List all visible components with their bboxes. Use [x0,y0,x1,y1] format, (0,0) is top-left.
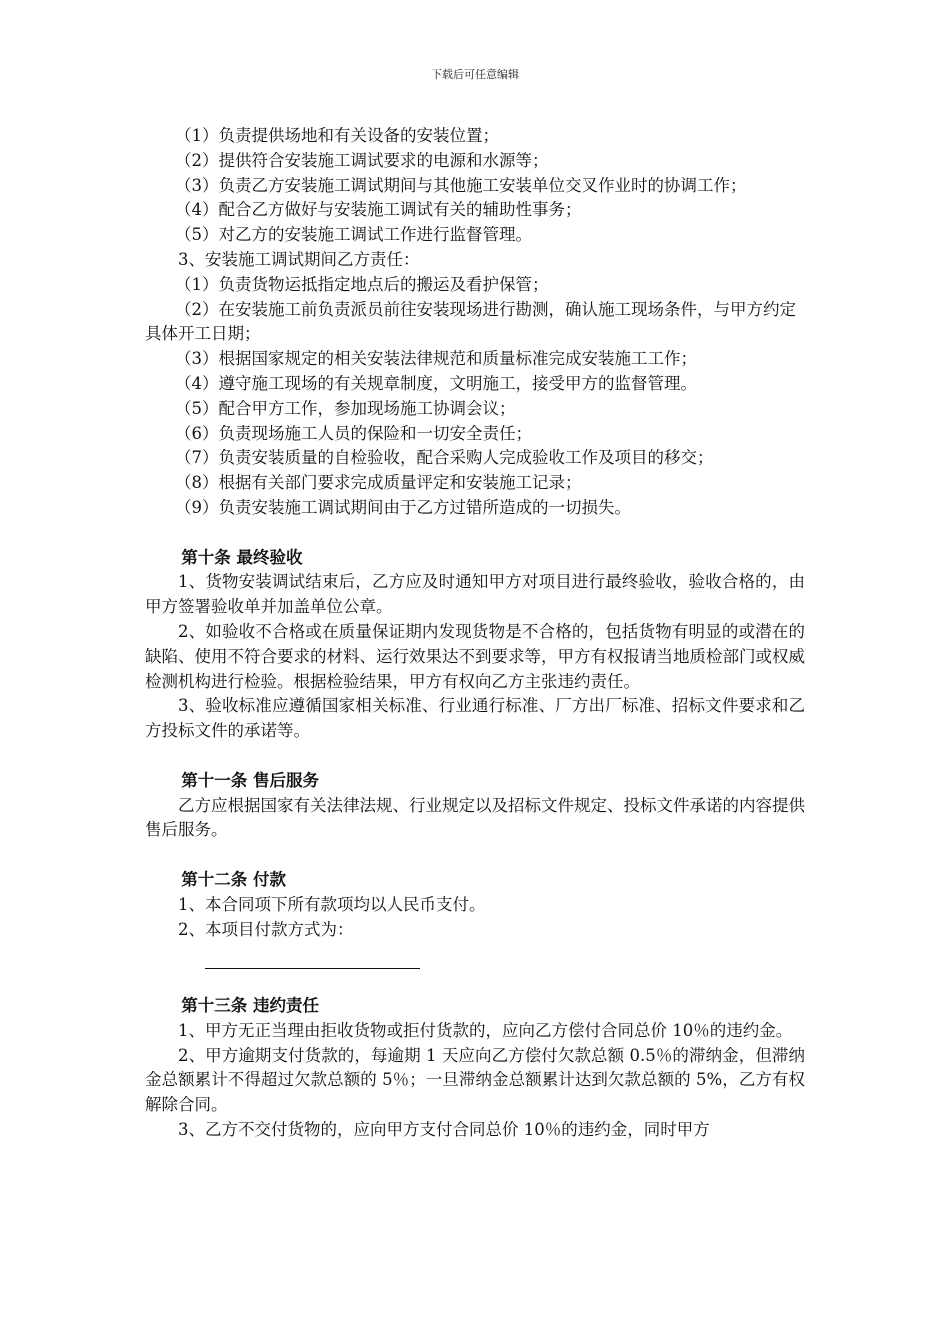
article-12-para-2: 2、本项目付款方式为： [178,919,354,939]
article-12-para-1: 1、本合同项下所有款项均以人民币支付。 [178,894,486,914]
article-10-para-1: 1、货物安装调试结束后，乙方应及时通知甲方对项目进行最终验收，验收合格的，由甲方签署验收单并加盖单位公章。 [145,572,805,617]
obligation-a-5: （5）对乙方的安装施工调试工作进行监督管理。 [175,225,532,245]
article-13-title: 第十三条 违约责任 [181,996,320,1016]
article-13-para-2: 2、甲方逾期支付货款的，每逾期 1 天应向乙方偿付欠款总额 0.5％的滞纳金，但滞纳金总额累计不得超过欠款总额的 5％；一旦滞纳金总额累计达到欠款总额的 5%，乙方有权解除合同。 [145,1045,805,1115]
obligation-a-2: （2）提供符合安装施工调试要求的电源和水源等； [175,150,549,170]
article-11-para-1: 乙方应根据国家有关法律法规、行业规定以及招标文件规定、投标文件承诺的内容提供售后服务。 [145,795,805,840]
obligation-b-1: （1）负责货物运抵指定地点后的搬运及看护保管； [175,274,549,294]
article-13-para-1: 1、甲方无正当理由拒收货物或拒付货款的，应向乙方偿付合同总价 10％的违约金。 [178,1020,793,1040]
obligation-b-3: （3）根据国家规定的相关安装法律规范和质量标准完成安装施工工作； [175,349,697,369]
obligation-b-5: （5）配合甲方工作，参加现场施工协调会议； [175,398,516,418]
obligation-a-4: （4）配合乙方做好与安装施工调试有关的辅助性事务； [175,200,582,220]
obligation-b-4: （4）遵守施工现场的有关规章制度，文明施工，接受甲方的监督管理。 [175,373,697,393]
page-header-note: 下载后可任意编辑 [431,68,519,81]
article-10-para-3: 3、验收标准应遵循国家相关标准、行业通行标准、厂方出厂标准、招标文件要求和乙方投标文件的承诺等。 [145,696,805,741]
obligation-b-9: （9）负责安装施工调试期间由于乙方过错所造成的一切损失。 [175,497,631,517]
contract-body [145,124,805,1143]
article-10-para-2: 2、如验收不合格或在质量保证期内发现货物是不合格的，包括货物有明显的或潜在的缺陷、使用不符合要求的材料、运行效果达不到要求等，甲方有权报请当地质检部门或权威检测机构进行检验。根据检验结果，甲方有权向乙方主张违约责任。 [145,621,805,691]
article-12-title: 第十二条 付款 [181,869,287,889]
obligation-a-1: （1）负责提供场地和有关设备的安装位置； [175,126,499,145]
obligation-b-6: （6）负责现场施工人员的保险和一切安全责任； [175,423,532,443]
payment-method-blank-line [205,950,420,969]
article-10-title: 第十条 最终验收 [181,547,303,567]
obligation-a-3: （3）负责乙方安装施工调试期间与其他施工安装单位交叉作业时的协调工作； [175,175,747,195]
article-13-para-3: 3、乙方不交付货物的，应向甲方支付合同总价 10％的违约金，同时甲方 [178,1120,710,1140]
obligation-b-title: 3、安装施工调试期间乙方责任： [178,249,420,269]
article-11-title: 第十一条 售后服务 [181,770,320,790]
obligation-b-8: （8）根据有关部门要求完成质量评定和安装施工记录； [175,473,582,493]
obligation-b-2: （2）在安装施工前负责派员前往安装现场进行勘测，确认施工现场条件，与甲方约定具体开工日期； [145,299,796,344]
obligation-b-7: （7）负责安装质量的自检验收，配合采购人完成验收工作及项目的移交； [175,448,714,468]
